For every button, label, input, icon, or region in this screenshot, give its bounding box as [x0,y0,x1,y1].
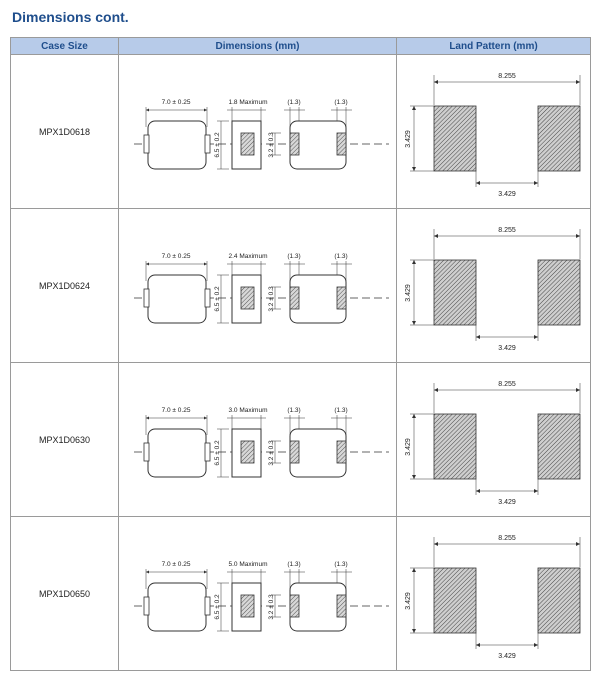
span-label: 8.255 [498,381,516,388]
bottom-view [268,99,352,169]
case-size-label: MPX1D0650 [38,588,91,599]
pad-label: 3.2 ± 0.3 [268,594,275,620]
header-land-pattern: Land Pattern (mm) [397,38,591,55]
span-label: 8.255 [498,535,516,542]
right-pad [538,414,580,479]
top-view [144,407,210,477]
terminal-a-label: (1.3) [287,561,301,568]
right-pad [538,106,580,171]
width-label: 7.0 ± 0.25 [161,253,191,260]
right-pad [538,260,580,325]
dimensions-cell [119,55,397,209]
case-size-label: MPX1D0618 [38,126,91,137]
height-label: 6.5 ± 0.2 [214,132,221,158]
land-pattern-cell [397,363,591,517]
gap-label: 3.429 [498,191,516,198]
side-view [214,99,268,169]
dimensions-cell [119,363,397,517]
width-label: 7.0 ± 0.25 [161,99,191,106]
max-thickness-label: 5.0 Maximum [228,561,268,568]
terminal-b-label: (1.3) [334,561,348,568]
height-label: 3.429 [405,592,412,610]
dimensions-drawing [119,517,397,670]
bottom-view [268,407,352,477]
case-size-label: MPX1D0630 [38,434,91,445]
land-pattern-drawing [397,209,591,362]
dimensions-cell [119,209,397,363]
height-label: 3.429 [405,284,412,302]
pad-label: 3.2 ± 0.3 [268,132,275,158]
side-view [214,407,268,477]
case-size-label: MPX1D0624 [38,280,91,291]
height-label: 3.429 [405,438,412,456]
max-thickness-label: 2.4 Maximum [228,253,268,260]
left-pad [434,414,476,479]
case-size-cell [11,209,119,363]
page-title: Dimensions cont. [12,9,129,25]
terminal-a-label: (1.3) [287,99,301,106]
dimensions-drawing [119,55,397,208]
left-pad [434,568,476,633]
dimensions-drawing [119,209,397,362]
land-pattern-cell [397,55,591,209]
height-label: 3.429 [405,130,412,148]
height-label: 6.5 ± 0.2 [214,440,221,466]
land-pattern-drawing [397,517,591,670]
bottom-view [268,253,352,323]
dimensions-cell [119,517,397,671]
case-size-cell [11,55,119,209]
dimensions-drawing [119,363,397,516]
top-view [144,561,210,631]
table-row [11,209,591,363]
left-pad [434,106,476,171]
side-view [214,253,268,323]
terminal-b-label: (1.3) [334,99,348,106]
land-pattern-drawing [397,55,591,208]
table-row [11,363,591,517]
terminal-a-label: (1.3) [287,253,301,260]
max-thickness-label: 1.8 Maximum [228,99,268,106]
dimensions-table [10,37,591,671]
land-pattern-drawing [397,363,591,516]
top-view [144,253,210,323]
land-pattern-cell [397,517,591,671]
table-header-row [11,38,591,55]
terminal-a-label: (1.3) [287,407,301,414]
header-dimensions: Dimensions (mm) [119,38,397,55]
case-size-cell [11,363,119,517]
width-label: 7.0 ± 0.25 [161,407,191,414]
height-label: 6.5 ± 0.2 [214,594,221,620]
span-label: 8.255 [498,227,516,234]
gap-label: 3.429 [498,345,516,352]
pad-label: 3.2 ± 0.3 [268,440,275,466]
terminal-b-label: (1.3) [334,253,348,260]
top-view [144,99,210,169]
table-row [11,55,591,209]
width-label: 7.0 ± 0.25 [161,561,191,568]
case-size-cell [11,517,119,671]
gap-label: 3.429 [498,653,516,660]
left-pad [434,260,476,325]
span-label: 8.255 [498,73,516,80]
max-thickness-label: 3.0 Maximum [228,407,268,414]
land-pattern-cell [397,209,591,363]
height-label: 6.5 ± 0.2 [214,286,221,312]
pad-label: 3.2 ± 0.3 [268,286,275,312]
right-pad [538,568,580,633]
terminal-b-label: (1.3) [334,407,348,414]
table-row [11,517,591,671]
bottom-view [268,561,352,631]
header-case-size: Case Size [11,38,119,55]
side-view [214,561,268,631]
gap-label: 3.429 [498,499,516,506]
